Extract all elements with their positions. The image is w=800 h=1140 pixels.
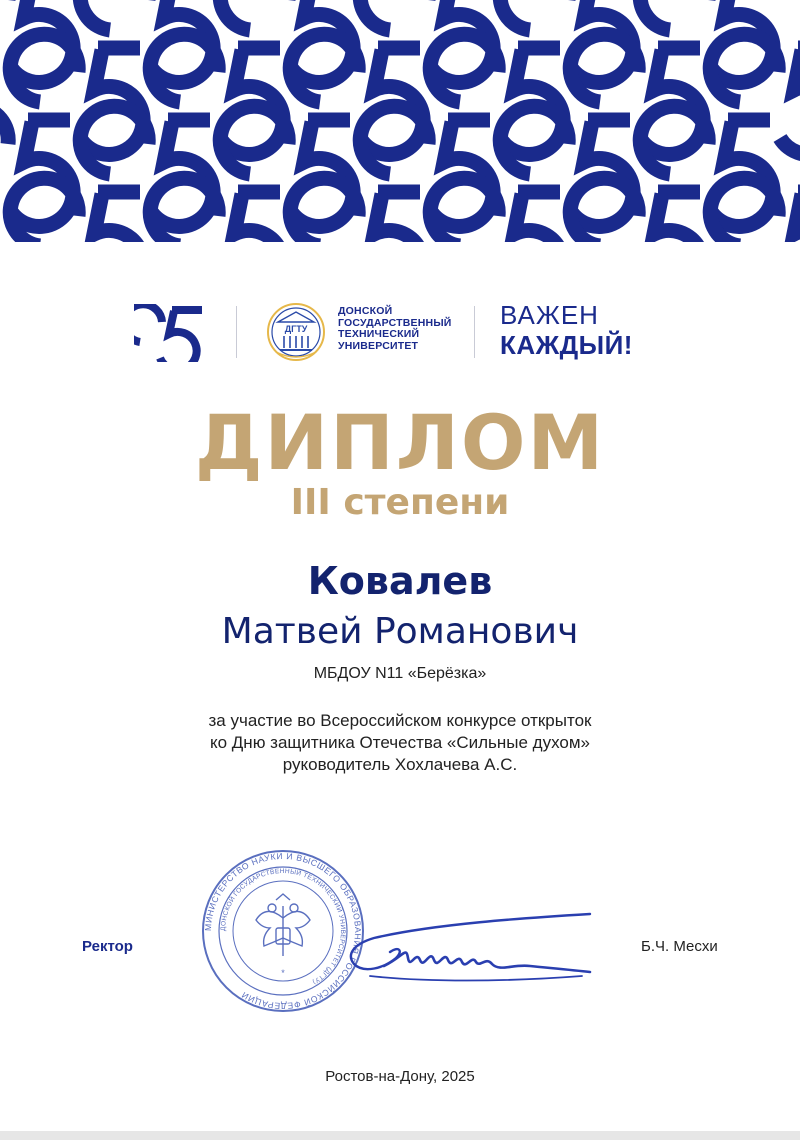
rector-label: Ректор [82,938,133,955]
rector-signature [344,906,594,986]
slogan [500,300,633,360]
55-years-logo-icon [134,304,212,362]
logo-divider [474,306,475,358]
seal-inner-text: ДОНСКОЙ ГОСУДАРСТВЕННЫЙ ТЕХНИЧЕСКИЙ УНИВЕРСИТЕТ (ДГТУ) [219,867,347,986]
university-name-line: ДОНСКОЙ [338,305,393,317]
university-name-line: ГОСУДАРСТВЕННЫЙ [338,316,452,329]
university-name [338,306,468,352]
rector-name: Б.Ч. Месхи [641,938,718,955]
description-line: ко Дню защитника Отечества «Сильные духом» [209,733,590,752]
diploma-title: ДИПЛОМ [194,398,606,487]
svg-text:*: * [281,968,285,978]
dstu-emblem-text: ДГТУ [284,324,308,334]
double-eagle-icon [256,894,310,956]
recipient-surname: Ковалев [307,559,493,603]
seal-outer-text: МИНИСТЕРСТВО НАУКИ И ВЫСШЕГО ОБРАЗОВАНИЯ РОССИЙСКОЙ ФЕДЕРАЦИИ [202,850,364,1012]
award-description [0,710,800,776]
pattern-svg [0,0,800,242]
dstu-emblem-icon [266,300,326,364]
bottom-edge-bar [0,1131,800,1140]
recipient-given-names: Матвей Романович [221,611,579,652]
description-line: руководитель Хохлачева А.С. [282,755,518,774]
footer-place-year: Ростов-на-Дону, 2025 [325,1068,475,1085]
slogan-line-1: ВАЖЕН [500,300,599,330]
logo-divider [236,306,237,358]
university-name-line: ТЕХНИЧЕСКИЙ [338,328,420,341]
slogan-line-2: КАЖДЫЙ! [500,330,633,360]
logos-row [0,298,800,368]
university-name-line: УНИВЕРСИТЕТ [338,339,419,352]
header-55-pattern [0,0,800,242]
official-seal-icon [200,848,366,1014]
recipient-organization: МБДОУ N11 «Берёзка» [313,665,487,682]
diploma-degree: III степени [290,482,510,523]
description-line: за участие во Всероссийском конкурсе открыток [208,711,592,730]
